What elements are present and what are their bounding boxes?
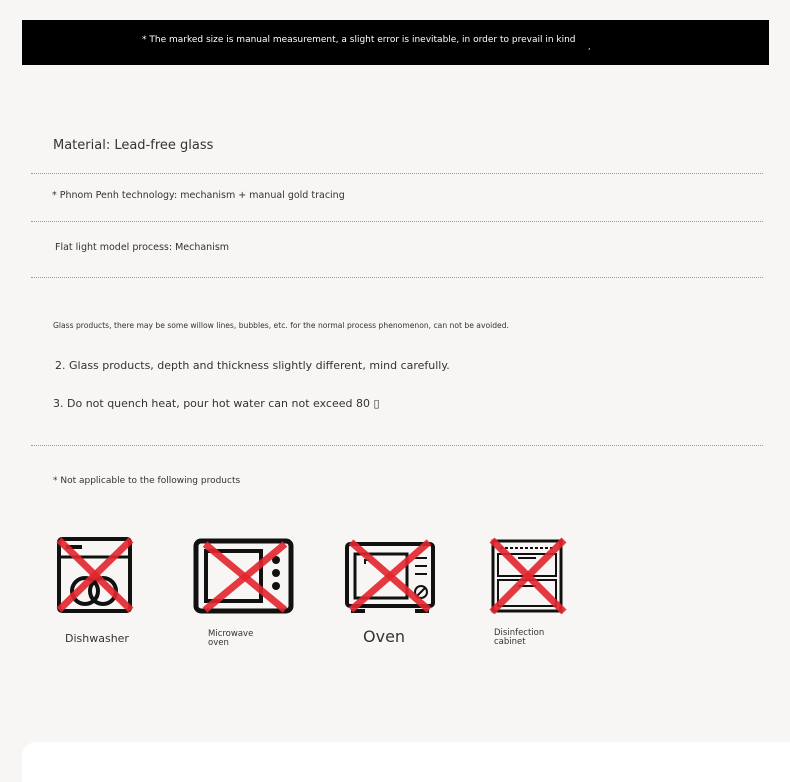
oven-label: Oven: [363, 627, 406, 646]
divider: [31, 277, 763, 278]
dishwasher-icon: [55, 536, 135, 614]
banner-mark: ,: [588, 42, 591, 51]
divider: [31, 221, 763, 222]
not-applicable-heading: * Not applicable to the following products: [53, 476, 241, 486]
oven-icon: [343, 538, 437, 614]
note-2: 2. Glass products, depth and thickness slightly different, mind carefully.: [55, 359, 450, 372]
note-1: Glass products, there may be some willow lines, bubbles, etc. for the normal process phenomenon, can not be avoided.: [53, 321, 509, 330]
dishwasher-label: Dishwasher: [65, 632, 129, 645]
top-banner: [22, 20, 769, 65]
measurement-notice: * The marked size is manual measurement, a slight error is inevitable, in order to prevail in kind: [142, 35, 576, 45]
divider: [31, 445, 763, 446]
flat-light-text: Flat light model process: Mechanism: [55, 242, 230, 253]
disinfection-cabinet-label: Disinfection cabinet: [494, 628, 545, 647]
microwave-label: Microwave oven: [208, 629, 254, 648]
divider: [31, 173, 763, 174]
material-text: Material: Lead-free glass: [53, 138, 214, 153]
note-3: 3. Do not quench heat, pour hot water can not exceed 80 ▯: [53, 397, 380, 410]
technology-text: * Phnom Penh technology: mechanism + manual gold tracing: [52, 190, 345, 201]
disinfection-cabinet-icon: [488, 536, 568, 614]
bottom-card: [22, 742, 790, 782]
microwave-icon: [193, 538, 295, 614]
